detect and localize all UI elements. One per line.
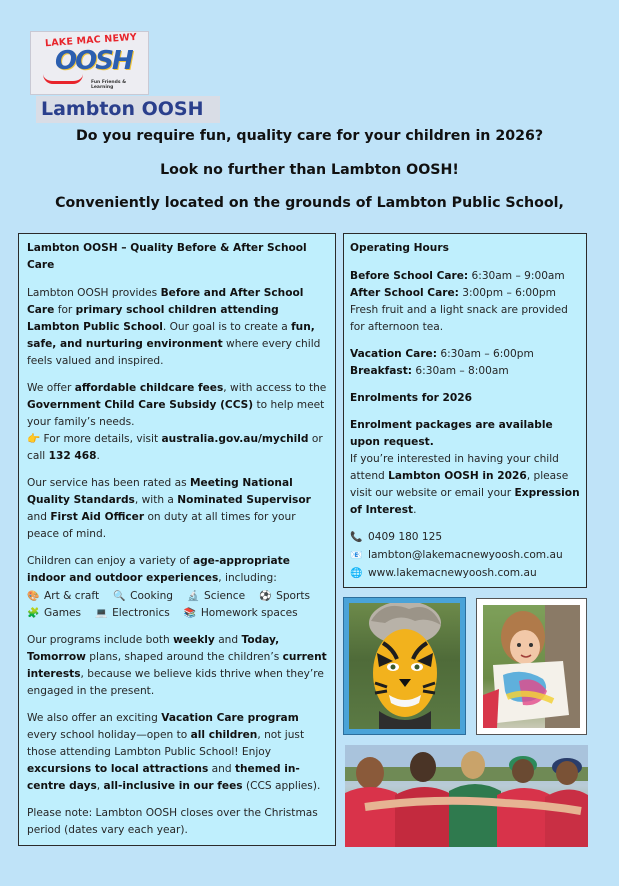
bold-text: themed in-centre days (27, 763, 300, 792)
face-paint-photo (343, 597, 466, 735)
children-group-hug-image (345, 745, 588, 847)
text-run: plans, shaped around the children’s (85, 651, 283, 663)
globe-icon: 🌐 (350, 567, 363, 579)
quality-care-title: Lambton OOSH – Quality Before & After School Care (27, 242, 307, 271)
email-address[interactable]: lambton@lakemacnewyoosh.com.au (368, 549, 563, 561)
activity-item (113, 588, 173, 605)
activity-label: Games (44, 607, 82, 619)
activity-item (95, 605, 170, 622)
bold-text: primary school children attending Lambton Public School (27, 304, 279, 333)
text-run: We also offer an exciting (27, 712, 162, 724)
soccer-ball-icon: ⚽ (259, 590, 272, 602)
expression-of-interest-paragraph (350, 451, 580, 519)
phone-number[interactable]: 0409 180 125 (368, 531, 443, 543)
text-run: or call (27, 433, 323, 462)
logo-tagline: Fun Friends & Learning (91, 80, 127, 90)
bold-text: Government Child Care Subsidy (CCS) (27, 399, 254, 411)
quality-standards-paragraph (27, 475, 327, 543)
fees-paragraph (27, 380, 327, 431)
bold-text: weekly (173, 634, 215, 646)
text-run: and (214, 634, 242, 646)
text-run: (CCS applies). (242, 780, 321, 792)
enrolments-title: Enrolments for 2026 (350, 392, 473, 404)
text-run: . Our goal is to create a (162, 321, 292, 333)
text-run: , please visit our website or email your (350, 470, 569, 499)
bold-text: First Aid Officer (50, 511, 145, 523)
logo-swoosh (43, 74, 83, 84)
bold-text: 132 468 (48, 450, 97, 462)
bold-text: excursions to local attractions (27, 763, 209, 775)
text-run: Lambton OOSH provides (27, 287, 161, 299)
operating-hours-box (343, 233, 587, 588)
activity-label: Electronics (112, 607, 170, 619)
text-run: every school holiday—open to (27, 729, 191, 741)
group-hug-photo (345, 745, 588, 847)
bold-text: Nominated Supervisor (177, 494, 311, 506)
text-run: where every child feels valued and inspired. (27, 338, 321, 367)
text-run: and (27, 511, 51, 523)
christmas-note-paragraph (27, 805, 327, 839)
text-run: to help meet your family’s needs. (27, 399, 325, 428)
lake-mac-newy-oosh-logo (30, 31, 149, 95)
website-contact[interactable] (350, 565, 580, 582)
mychild-paragraph (27, 431, 327, 465)
text-run: , with a (134, 494, 178, 506)
activities-row-1 (27, 588, 327, 605)
email-contact[interactable] (350, 547, 580, 564)
text-run: If you’re interested in having your child attend (350, 453, 559, 482)
activity-label: Cooking (130, 590, 174, 602)
magnifier-icon: 🔍 (113, 590, 126, 602)
text-run: , because we believe kids thrive when they’re engaged in the present. (27, 668, 324, 697)
text-run: for (54, 304, 76, 316)
text-run: and (208, 763, 235, 775)
bold-text: age-appropriate indoor and outdoor experiences (27, 555, 290, 584)
activity-label: Science (204, 590, 246, 602)
quality-care-box (18, 233, 336, 846)
operating-hours-title: Operating Hours (350, 242, 449, 254)
activity-label: Art & craft (44, 590, 100, 602)
enrolment-packages-text: Enrolment packages are available upon request. (350, 419, 553, 448)
programs-paragraph (27, 632, 327, 700)
experiences-paragraph (27, 553, 327, 587)
computer-icon: 💻 (95, 607, 108, 619)
text-run: , not just those attending Lambton Public School! Enjoy (27, 729, 305, 758)
text-run: We offer (27, 382, 75, 394)
books-icon: 📚 (183, 607, 197, 619)
activity-item (27, 588, 99, 605)
snack-note: Fresh fruit and a light snack are provided for afternoon tea. (350, 304, 568, 333)
bold-text: affordable childcare fees (74, 382, 224, 394)
logo-word: OOSH (55, 46, 132, 76)
activity-item (259, 588, 310, 605)
text-run: . (96, 450, 100, 462)
text-run: Our programs include both (27, 634, 174, 646)
text-run: 👉 For more details, visit (27, 433, 162, 445)
intro-paragraph (27, 285, 327, 370)
phone-icon: 📞 (350, 531, 363, 543)
painting-child-photo (476, 598, 587, 735)
heading-question: Do you require fun, quality care for your children in 2026? (75, 128, 544, 144)
text-run: Children can enjoy a variety of (27, 555, 193, 567)
activity-item (184, 605, 298, 622)
text-run: , with access to the (223, 382, 327, 394)
text-run: on duty at all times for your peace of mind. (27, 511, 296, 540)
text-run: . (413, 504, 417, 516)
activity-label: Sports (276, 590, 311, 602)
phone-contact[interactable] (350, 529, 580, 546)
vacation-care-line: Vacation Care: 6:30am – 6:00pm (350, 348, 534, 360)
bold-text: all-inclusive in our fees (103, 780, 243, 792)
bold-text: current interests (27, 651, 327, 680)
puzzle-icon: 🧩 (27, 607, 40, 619)
before-school-care-line: Before School Care: 6:30am – 9:00am (350, 270, 565, 282)
bold-text: australia.gov.au/mychild (161, 433, 309, 445)
child-with-artwork-image (483, 605, 580, 728)
text-run: , including: (218, 572, 277, 584)
bold-text: Today, Tomorrow (27, 634, 280, 663)
palette-icon: 🎨 (27, 590, 40, 602)
vacation-paragraph (27, 710, 327, 795)
brand-title: Lambton OOSH (36, 96, 220, 123)
text-run: , (96, 780, 104, 792)
activity-label: Homework spaces (200, 607, 298, 619)
bold-text: Before and After School Care (27, 287, 304, 316)
breakfast-line: Breakfast: 6:30am – 8:00am (350, 365, 509, 377)
text-run: Please note: Lambton OOSH closes over the Christmas period (dates vary each year). (27, 807, 318, 836)
heading-location: Conveniently located on the grounds of Lambton Public School, (55, 195, 564, 211)
website-link[interactable]: www.lakemacnewyoosh.com.au (368, 567, 537, 579)
bold-text: fun, safe, and nurturing environment (27, 321, 315, 350)
bold-text: Meeting National Quality Standards (27, 477, 293, 506)
bold-text: Expression of Interest (350, 487, 580, 516)
activities-row-2 (27, 605, 327, 622)
heading-look-no-further: Look no further than Lambton OOSH! (160, 162, 459, 178)
bold-text: Lambton OOSH in 2026 (388, 470, 527, 482)
activity-item (187, 588, 245, 605)
bold-text: all children (190, 729, 258, 741)
after-school-care-line: After School Care: 3:00pm – 6:00pm (350, 287, 556, 299)
logo-arc-text: LAKE MAC NEWY (44, 31, 138, 50)
text-run: Our service has been rated as (27, 477, 191, 489)
email-icon: 📧 (350, 549, 363, 561)
activity-item (27, 605, 81, 622)
tiger-face-child-image (349, 603, 460, 729)
microscope-icon: 🔬 (187, 590, 200, 602)
bold-text: Vacation Care program (161, 712, 299, 724)
